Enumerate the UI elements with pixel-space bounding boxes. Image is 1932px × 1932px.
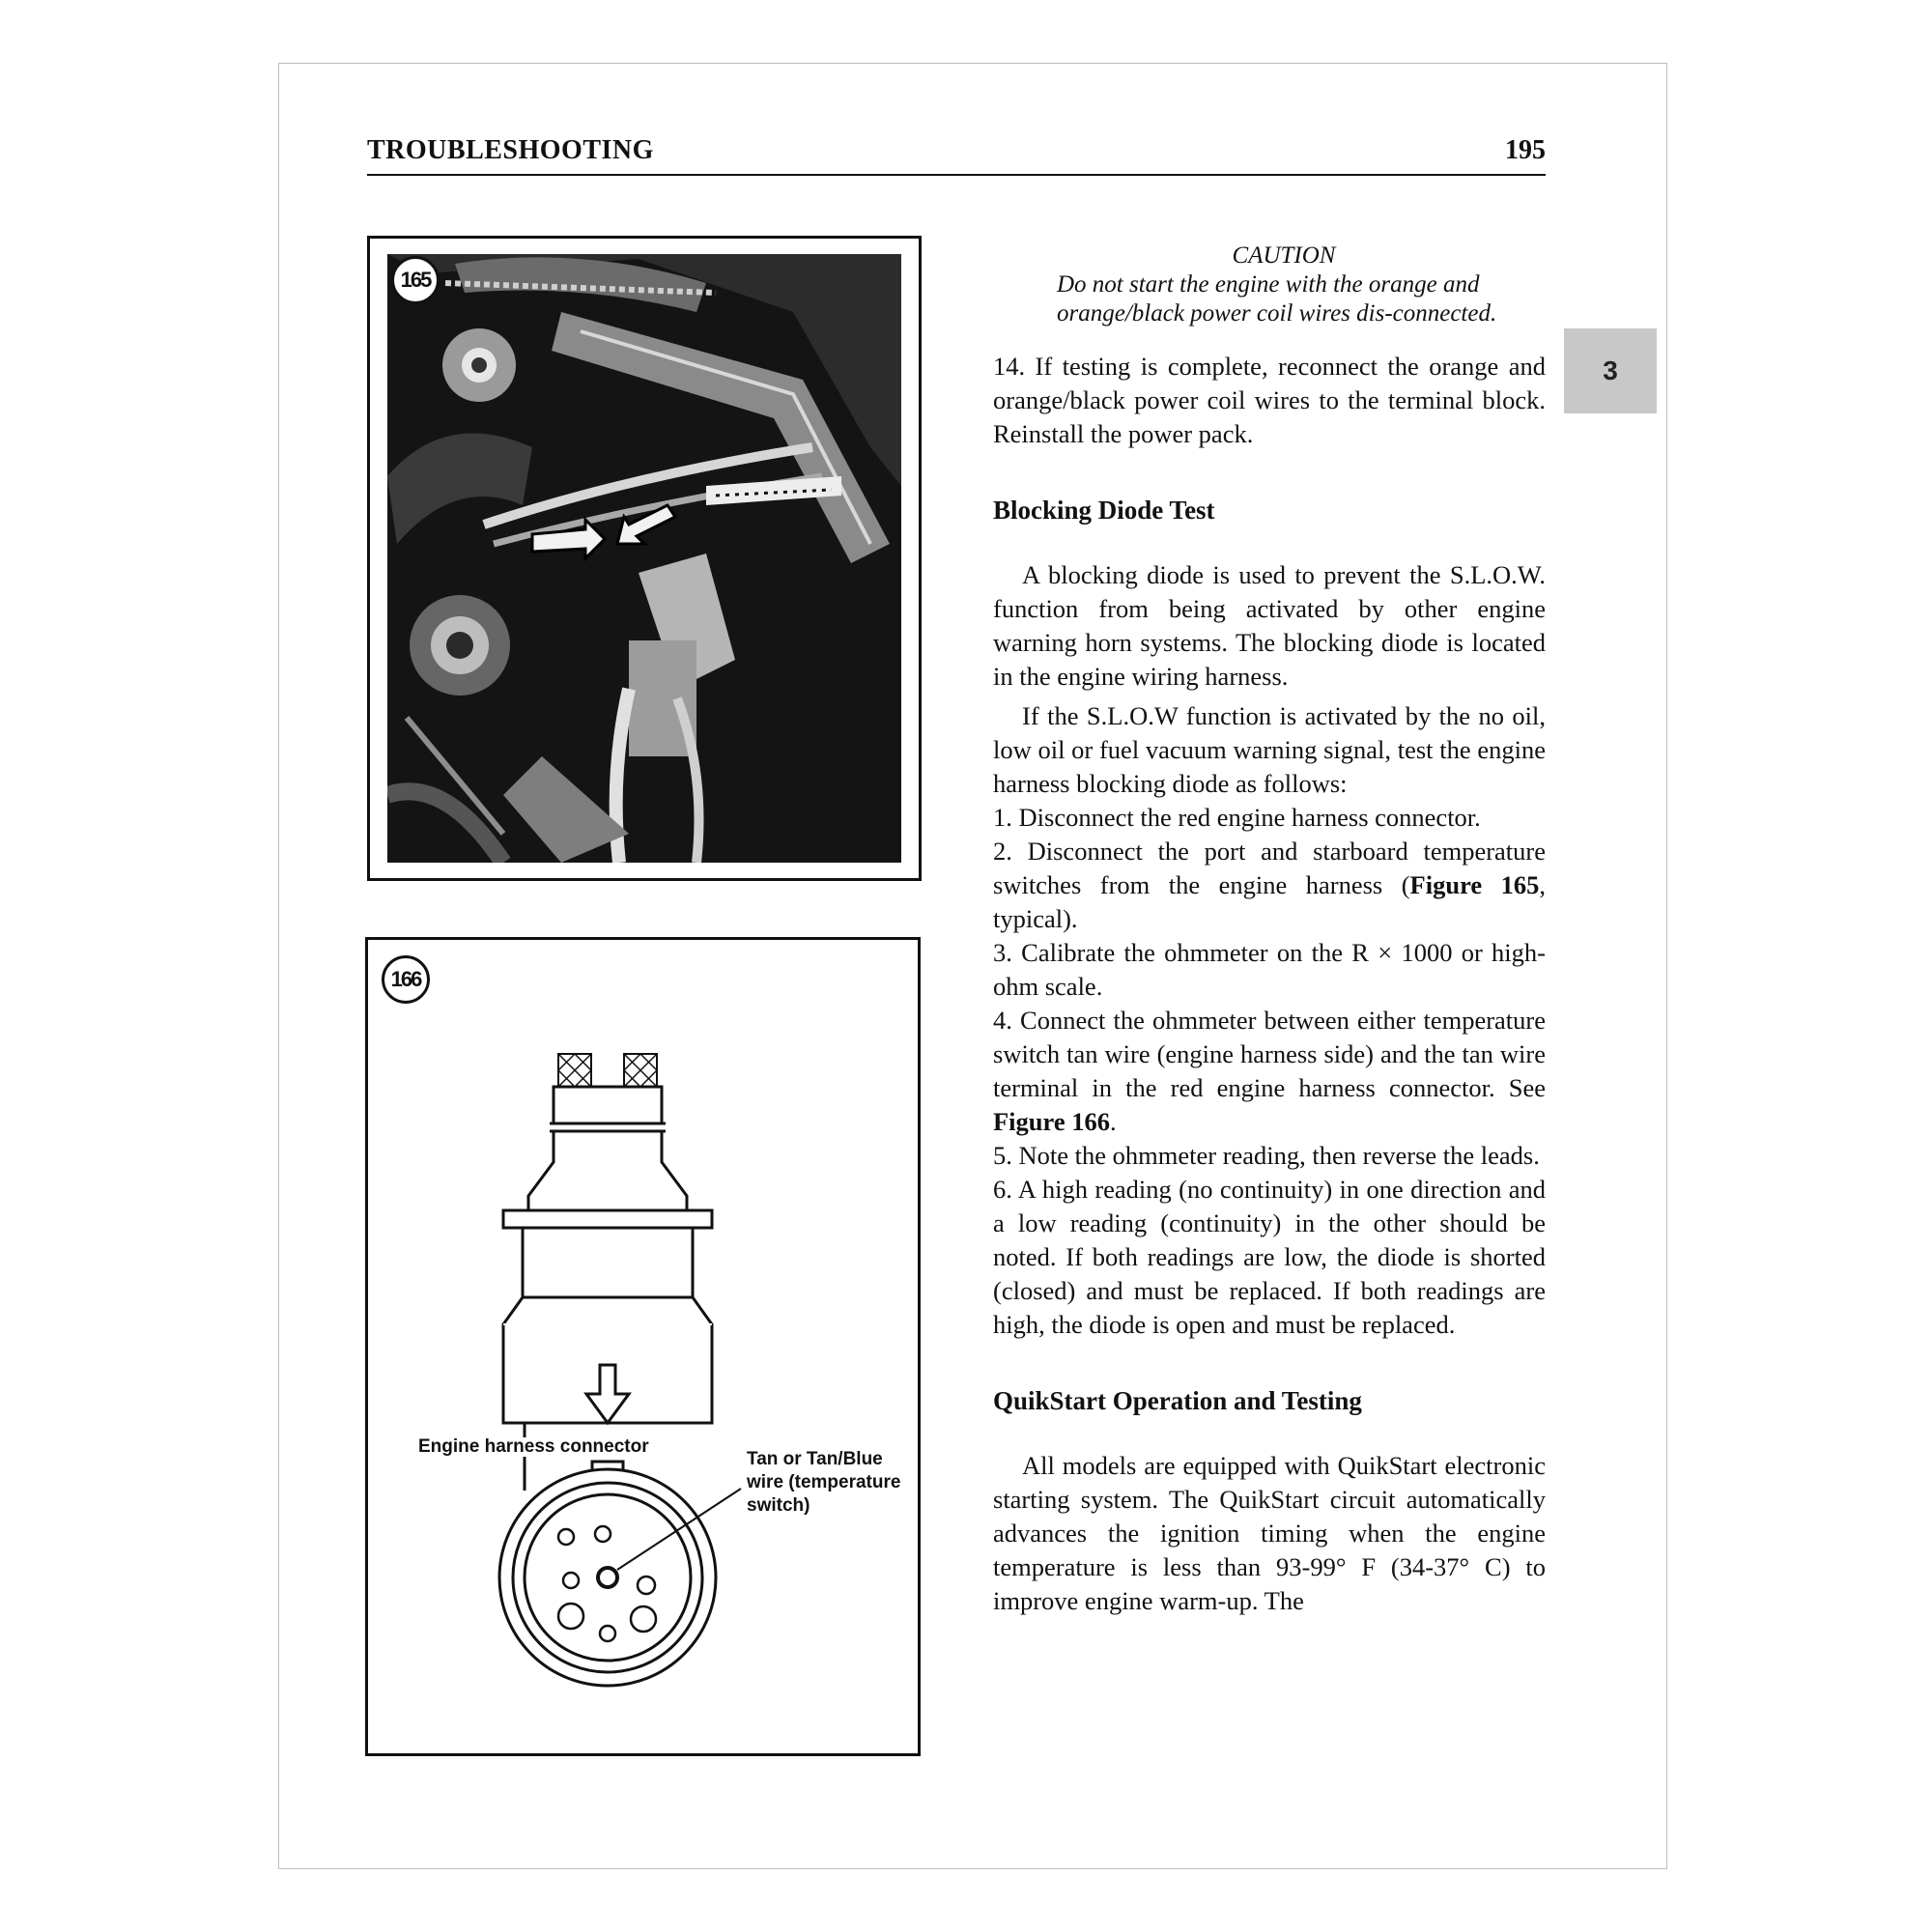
caution-box [1057,242,1511,328]
step-1: 1. Disconnect the red engine harness connector. [993,803,1481,832]
step-14: 14. If testing is complete, reconnect the orange and orange/black power coil wires to the terminal block. Reinstall the power pack. [993,352,1546,448]
step-4: 4. Connect the ohmmeter between either temperature switch tan wire (engine harness side) and the tan wire terminal in the red engine harness connector. See Figure 166. [993,1006,1546,1136]
heading-quikstart: QuikStart Operation and Testing [993,1386,1362,1415]
figure-165 [367,236,922,881]
blocking-diode-para-1: A blocking diode is used to prevent the S.L.O.W. function from being activated by other engine warning horn systems. The blocking diode is located in the engine wiring harness. [993,560,1546,691]
engine-photo [387,254,901,863]
quikstart-para-1: All models are equipped with QuikStart electronic starting system. The QuikStart circuit automatically advances the ignition timing when the engine temperature is less than 93-99° F (34-37° C) to improve engine warm-up. The [993,1451,1546,1615]
text-column [993,242,1546,1618]
caution-title: CAUTION [1232,242,1336,269]
connector-diagram [368,940,918,1753]
figure-166-reference[interactable]: Figure 166 [993,1107,1110,1136]
figure-number-badge: 166 [382,955,430,1004]
figure-number-badge: 165 [391,256,440,304]
caution-text: Do not start the engine with the orange and orange/black power coil wires dis-connected. [1057,271,1497,327]
blocking-diode-para-2: If the S.L.O.W function is activated by the no oil, low oil or fuel vacuum warning signal, test the engine harness blocking diode as follows: [993,701,1546,798]
running-head [367,133,1546,176]
chapter-tab[interactable]: 3 [1564,328,1657,413]
label-engine-harness-connector: Engine harness connector [418,1436,649,1457]
step-2: 2. Disconnect the port and starboard temperature switches from the engine harness (Figure 165, typical). [993,837,1546,933]
figure-166 [365,937,921,1756]
figure-165-reference[interactable]: Figure 165 [1409,870,1540,899]
label-tan-wire: Tan or Tan/Blue wire (temperature switch) [747,1449,901,1516]
running-head-title: TROUBLESHOOTING [367,135,654,165]
step-3: 3. Calibrate the ohmmeter on the R × 1000 or high-ohm scale. [993,938,1546,1001]
step-6: 6. A high reading (no continuity) in one direction and a low reading (continuity) in the other should be noted. If both readings are low, the diode is shorted (closed) and must be replaced. If both readings are high, the diode is open and must be replaced. [993,1175,1546,1339]
step-5: 5. Note the ohmmeter reading, then reverse the leads. [993,1141,1540,1170]
page-number: 195 [1505,135,1546,165]
heading-blocking-diode-test: Blocking Diode Test [993,496,1215,525]
